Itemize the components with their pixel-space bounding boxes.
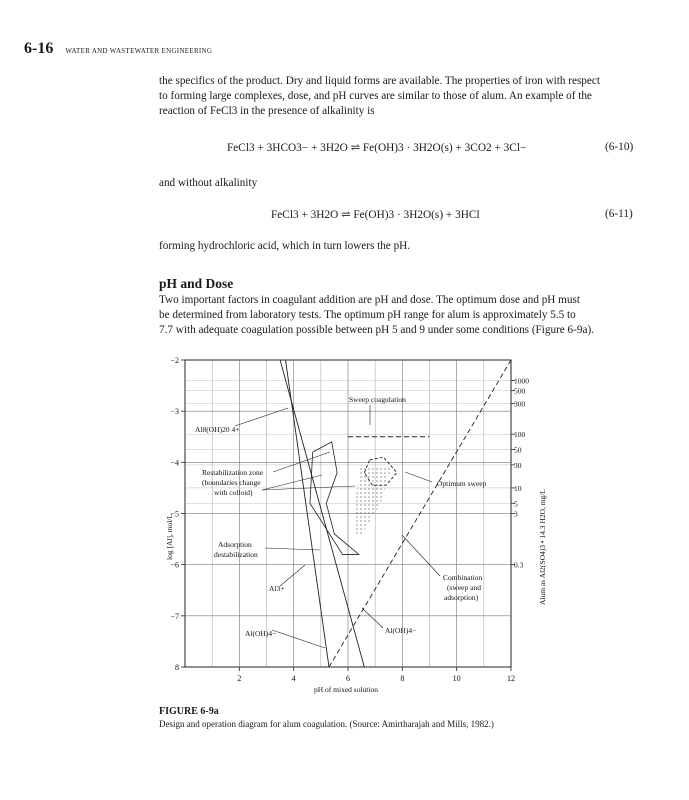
y2-tick-label: 50 bbox=[514, 445, 522, 455]
grid bbox=[185, 360, 511, 667]
x-tick-label: 4 bbox=[291, 674, 296, 683]
y2-tick-label: 3 bbox=[514, 509, 518, 519]
y2-tick-label: 0.3 bbox=[514, 560, 524, 570]
combination-label: adsorption) bbox=[444, 593, 479, 602]
y2-tick-label: 10 bbox=[514, 483, 522, 493]
leader-combination bbox=[402, 535, 440, 576]
equation-6-11: FeCl3 + 3H2O ⇌ Fe(OH)3 · 3H2O(s) + 3HCl bbox=[271, 209, 480, 221]
axis-ticks bbox=[170, 356, 529, 683]
leader-optimum bbox=[405, 472, 432, 482]
series-line bbox=[310, 442, 359, 555]
y-axis-label: log [Al], mol/L bbox=[165, 513, 174, 560]
y-tick-label: −5 bbox=[170, 509, 179, 519]
y2-tick-label: 30 bbox=[514, 460, 522, 470]
combination-label: (sweep and bbox=[447, 583, 481, 592]
equation-6-10: FeCl3 + 3HCO3− + 3H2O ⇌ Fe(OH)3 · 3H2O(s) + 3CO2 + 3Cl− bbox=[227, 142, 527, 154]
para4-line: Two important factors in coagulant addition are pH and dose. The optimum dose and pH must bbox=[159, 294, 580, 306]
x-axis-label: pH of mixed solution bbox=[314, 685, 378, 694]
figure-caption-title: FIGURE 6-9a bbox=[159, 706, 219, 717]
y2-tick-label: 500 bbox=[514, 386, 526, 396]
combination-label: Combination bbox=[443, 573, 483, 582]
y2-axis-label: Alum as Al2(SO4)3 • 14.3 H2O, mg/L bbox=[538, 489, 547, 605]
adsorption-label: destabilization bbox=[214, 550, 258, 559]
paragraph-2: and without alkalinity bbox=[159, 177, 258, 189]
optimum-label: Optimum sweep bbox=[437, 479, 487, 488]
leader-lines bbox=[235, 405, 440, 648]
x-tick-label: 6 bbox=[346, 674, 350, 683]
y-tick-label: −7 bbox=[170, 611, 179, 621]
leader-al3 bbox=[280, 565, 305, 586]
restab-label: with colloid) bbox=[214, 488, 253, 497]
sweep-label: Sweep coagulation bbox=[349, 395, 406, 404]
annotations bbox=[165, 395, 547, 694]
equation-number: (6-10) bbox=[605, 141, 634, 153]
x-tick-label: 8 bbox=[400, 674, 405, 683]
leader-aloh4-right bbox=[362, 608, 383, 628]
y2-tick-label: 5 bbox=[514, 499, 518, 509]
y2-tick-label: 300 bbox=[514, 399, 526, 409]
x-tick-label: 10 bbox=[452, 674, 461, 683]
x-tick-label: 2 bbox=[237, 674, 242, 683]
figure-caption-text: Design and operation diagram for alum coagulation. (Source: Amirtharajah and Mills, 1982.) bbox=[159, 719, 494, 729]
page-number: 6-16 bbox=[24, 40, 54, 57]
running-head: WATER AND WASTEWATER ENGINEERING bbox=[65, 47, 213, 55]
aloh4-right-label: Al(OH)4− bbox=[385, 626, 417, 635]
para4-line: 7.7 with adequate coagulation possible between pH 5 and 9 under some conditions (Figure 6-9a). bbox=[159, 324, 594, 336]
y-tick-label: −6 bbox=[170, 560, 179, 570]
section-heading: pH and Dose bbox=[159, 276, 234, 291]
y-tick-label: −4 bbox=[170, 458, 179, 468]
leader-al8 bbox=[235, 408, 288, 426]
restab-label: (boundaries change bbox=[202, 478, 261, 487]
al8-label: Al8(OH)20 4+ bbox=[195, 425, 240, 434]
leader-restab bbox=[273, 452, 330, 472]
adsorption-label: Adsorption bbox=[218, 540, 252, 549]
para1-line: to forming large complexes, dose, and pH curves are similar to those of alum. An example of the bbox=[159, 90, 592, 102]
restab-label: Restabilization zone bbox=[202, 468, 264, 477]
al3-label: Al3+ bbox=[269, 584, 285, 593]
y-tick-label: −3 bbox=[170, 407, 179, 417]
y2-tick-label: 1000 bbox=[514, 376, 529, 386]
aloh4-label: Al(OH)4− bbox=[245, 629, 277, 638]
paragraph-3: forming hydrochloric acid, which in turn lowers the pH. bbox=[159, 240, 411, 252]
y-tick-label: −2 bbox=[170, 356, 179, 365]
x-tick-label: 12 bbox=[507, 674, 515, 683]
para1-line: the specifics of the product. Dry and liquid forms are available. The properties of iron with respect bbox=[159, 75, 600, 87]
para1-line: reaction of FeCl3 in the presence of alkalinity is bbox=[159, 105, 375, 117]
y-tick-label: 8 bbox=[175, 663, 179, 672]
equation-number: (6-11) bbox=[605, 208, 633, 220]
leader-aloh4 bbox=[272, 630, 325, 648]
y2-tick-label: 100 bbox=[514, 430, 526, 440]
para4-line: be determined from laboratory tests. The optimum pH range for alum is approximately 5.5 to bbox=[159, 309, 576, 321]
